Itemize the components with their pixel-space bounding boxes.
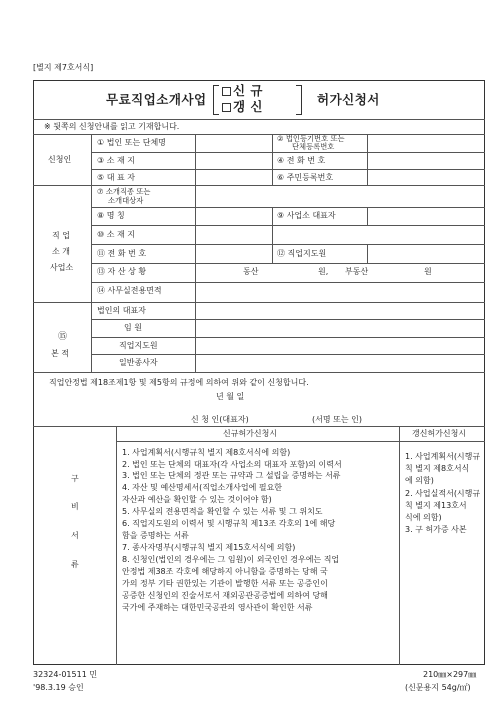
checkbox-renew[interactable]	[222, 103, 231, 112]
title-bracket-right	[296, 85, 302, 115]
office-address-field[interactable]	[196, 226, 484, 243]
label-office-name: ⑧ 명 칭	[97, 211, 125, 220]
doc-renew-item-1b: 칙 별지 제8호서식	[405, 464, 470, 473]
doc-new-item-7: 7. 종사자명부(시행규칙 별지 제15호서식에 의함)	[122, 543, 296, 552]
label-counselor: ⑫ 직업지도원	[277, 249, 327, 258]
title-bracket-left	[213, 85, 219, 115]
label-job-type: ⑦ 소개직종 또는	[97, 187, 151, 196]
label-won-1: 원,	[318, 267, 329, 276]
label-assets: ⑬ 자 산 상 황	[97, 267, 147, 276]
label-office-phone: ⑪ 전 화 번 호	[97, 249, 147, 258]
reg-number-field[interactable]	[368, 135, 484, 151]
office-rep-field[interactable]	[368, 208, 484, 224]
declaration-date[interactable]: 년 월 일	[216, 392, 245, 401]
docs-side-label-2: 비	[71, 502, 79, 511]
doc-new-item-8e: 국가에 주재하는 대한민국공관의 영사관이 확인한 서류	[122, 603, 313, 612]
docs-side-label-1: 구	[71, 474, 79, 483]
label-office-area: ⑭ 사무실전용면적	[97, 286, 162, 295]
doc-renew-item-1: 1. 사업계획서(시행규	[405, 452, 481, 461]
label-phone: ④ 전 화 번 호	[277, 156, 326, 165]
option-new-label: 신 규	[233, 83, 264, 98]
doc-new-item-3: 3. 법인 또는 단체의 정관 또는 규약과 그 설립을 증명하는 서류	[122, 471, 341, 480]
label-office-address: ⑩ 소 재 지	[97, 230, 135, 239]
resident-number-field[interactable]	[368, 170, 484, 184]
form-title-main: 무료직업소개사업	[106, 92, 207, 107]
label-address: ③ 소 재 지	[97, 156, 135, 165]
doc-new-item-8: 8. 신청인(법인의 경우에는 그 임원)이 외국인인 경우에는 직업	[122, 555, 340, 564]
office-label-1: 직 업	[52, 231, 70, 240]
doc-renew-item-2c: 식에 의함)	[405, 513, 442, 522]
label-office-rep: ⑨ 사업소 대표자	[277, 211, 336, 220]
footer-size: 210㎜×297㎜	[423, 670, 477, 679]
doc-new-item-1: 1. 사업계획서(시행규칙 별지 제8호서식에 의함)	[122, 448, 291, 457]
doc-new-item-8c: 가의 정부 기타 권한있는 기관이 발행한 서류 또는 공증인이	[122, 579, 328, 588]
declaration-statement: 직업안정법 제18조제1항 및 제5항의 규정에 의하여 위와 같이 신청합니다.	[49, 378, 309, 387]
label-counselors: 직업지도원	[119, 341, 158, 350]
doc-new-item-2: 2. 법인 또는 단체의 대표자(각 사업소의 대표자 포함)의 이력서	[122, 460, 342, 469]
office-area-field[interactable]	[196, 283, 484, 301]
label-reg-number-2: 단체등록번호	[292, 142, 335, 151]
representative-field[interactable]	[196, 170, 271, 184]
doc-new-item-6: 6. 직업지도원의 이력서 및 시행규칙 제13조 각호의 1에 해당	[122, 519, 336, 528]
form-title-suffix: 허가신청서	[317, 92, 380, 107]
hq-label: 본 적	[51, 349, 69, 358]
counselor-field[interactable]	[368, 245, 484, 262]
form-number: [별지 제7호서식]	[33, 63, 94, 72]
doc-renew-item-2b: 칙 별지 제13호서	[405, 501, 467, 510]
footer-code: 32324-01511 민	[33, 670, 98, 679]
doc-renew-item-3: 3. 구 허가증 사본	[405, 525, 467, 534]
label-won-2: 원	[424, 267, 432, 276]
doc-renew-item-2: 2. 사업실적서(시행규	[405, 489, 481, 498]
applicant-section-label: 신청인	[48, 155, 72, 164]
doc-renew-item-1c: 에 의함)	[405, 476, 434, 485]
option-renew[interactable]	[222, 101, 263, 114]
corp-name-field[interactable]	[196, 135, 271, 151]
hq-label-number: ⑮	[58, 332, 68, 342]
notice-text: ※ 뒷쪽의 신청안내를 읽고 기재합니다.	[44, 122, 180, 131]
address-field[interactable]	[196, 153, 271, 168]
officers-field[interactable]	[196, 320, 484, 336]
label-corp-rep: 법인의 대표자	[97, 306, 146, 315]
footer-approval: '98.3.19 승인	[33, 683, 84, 692]
docs-side-label-4: 류	[71, 560, 79, 569]
option-new[interactable]	[222, 85, 263, 98]
doc-new-item-6b: 함을 증명하는 서류	[122, 531, 189, 540]
general-staff-field[interactable]	[196, 355, 484, 371]
doc-new-item-4b: 자산과 예산을 확인할 수 있는 것이어야 함)	[122, 495, 272, 504]
corp-rep-field[interactable]	[196, 303, 484, 318]
job-type-field[interactable]	[196, 186, 484, 206]
doc-new-item-8d: 공증한 신청인의 진술서로서 재외공관공증법에 의하여 당해	[122, 591, 328, 600]
option-renew-label: 갱 신	[233, 99, 264, 114]
signature-note: (서명 또는 인)	[312, 415, 362, 424]
label-job-type-2: 소개대상자	[108, 196, 144, 205]
label-movable: 동산	[243, 267, 259, 276]
doc-new-item-5: 5. 사무실의 전용면적을 확인할 수 있는 서류 및 그 위치도	[122, 507, 323, 516]
doc-new-item-4: 4. 자산 및 예산명세서(직업소개사업에 필요한	[122, 483, 283, 492]
office-name-field[interactable]	[196, 208, 271, 224]
label-reg-number: ② 법인등기번호 또는	[277, 134, 345, 143]
label-corp-name: ① 법인 또는 단체명	[97, 138, 166, 147]
phone-field[interactable]	[368, 153, 484, 168]
label-general-staff: 일반종사자	[119, 358, 158, 367]
docs-renew-header: 갱신허가신청시	[412, 429, 467, 438]
label-officers: 임 원	[124, 323, 142, 332]
office-label-3: 사업소	[50, 263, 74, 272]
label-realestate: 부동산	[345, 267, 369, 276]
office-phone-field[interactable]	[196, 245, 271, 262]
docs-side-label-3: 서	[71, 531, 79, 540]
applicant-signature-label: 신 청 인(대표자)	[191, 415, 249, 424]
footer-paper: (신문용지 54g/㎡)	[405, 683, 471, 692]
counselors-field[interactable]	[196, 338, 484, 353]
checkbox-new[interactable]	[222, 87, 231, 96]
label-resident-number: ⑥ 주민등록번호	[277, 173, 334, 182]
office-label-2: 소 개	[52, 247, 70, 256]
docs-new-header: 신규허가신청시	[223, 429, 278, 438]
label-representative: ⑤ 대 표 자	[97, 173, 135, 182]
doc-new-item-8b: 안정법 제38조 각호에 해당하지 아니함을 증명하는 당해 국	[122, 567, 328, 576]
